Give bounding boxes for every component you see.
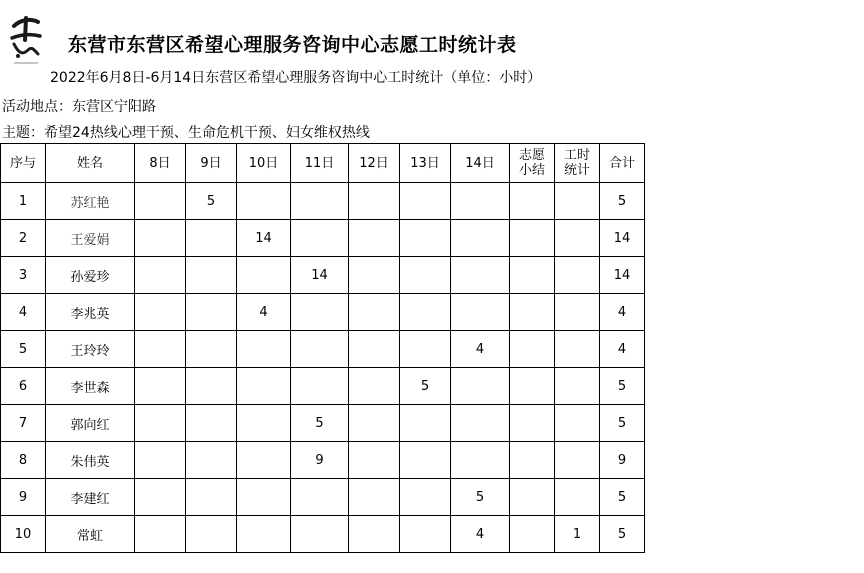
- hours-cell: [400, 294, 451, 331]
- hours-cell: 5: [600, 516, 645, 553]
- column-header-text: 13日: [410, 155, 440, 171]
- hours-cell: [555, 183, 600, 220]
- hours-cell: [237, 405, 291, 442]
- column-header: [349, 144, 400, 183]
- hours-cell: [135, 442, 186, 479]
- column-header-text: 志愿: [518, 148, 545, 163]
- table-row: [1, 331, 645, 368]
- activity-theme: 主题：希望24热线心理干预、生命危机干预、妇女维权热线: [2, 125, 370, 141]
- column-header: [510, 144, 555, 183]
- row-number: 9: [1, 479, 46, 516]
- hours-cell: [291, 331, 349, 368]
- table-row: [1, 368, 645, 405]
- column-header-text: 序与: [9, 155, 36, 171]
- hours-cell: [291, 220, 349, 257]
- hours-cell: [510, 331, 555, 368]
- hours-cell: [555, 331, 600, 368]
- column-header: [237, 144, 291, 183]
- hours-cell: 14: [600, 257, 645, 294]
- hours-cell: 9: [291, 442, 349, 479]
- hours-cell: [291, 294, 349, 331]
- row-number: 5: [1, 331, 46, 368]
- hours-cell: [400, 405, 451, 442]
- row-number: 10: [1, 516, 46, 553]
- table-row: [1, 220, 645, 257]
- page-subtitle: 2022年6月8日-6月14日东营区希望心理服务咨询中心工时统计（单位：小时）: [50, 70, 542, 86]
- table-row: [1, 294, 645, 331]
- row-number: 6: [1, 368, 46, 405]
- volunteer-name: 朱伟英: [46, 442, 135, 479]
- column-header-text: 10日: [248, 155, 279, 171]
- hours-cell: 14: [291, 257, 349, 294]
- hours-cell: [291, 479, 349, 516]
- column-header: [135, 144, 186, 183]
- row-number: 2: [1, 220, 46, 257]
- hours-cell: 5: [600, 405, 645, 442]
- hours-cell: [349, 405, 400, 442]
- hours-cell: [400, 220, 451, 257]
- hours-cell: 4: [237, 294, 291, 331]
- hours-cell: [186, 368, 237, 405]
- row-number: 7: [1, 405, 46, 442]
- volunteer-logo-icon: [8, 14, 44, 68]
- hours-cell: [451, 442, 510, 479]
- hours-cell: 14: [237, 220, 291, 257]
- hours-cell: [237, 479, 291, 516]
- activity-location: 活动地点：东营区宁阳路: [2, 99, 156, 115]
- hours-cell: [186, 479, 237, 516]
- column-header: [451, 144, 510, 183]
- hours-cell: 4: [451, 331, 510, 368]
- column-header-text: 11日: [304, 155, 335, 171]
- hours-cell: [510, 183, 555, 220]
- hours-cell: [349, 220, 400, 257]
- hours-cell: [237, 368, 291, 405]
- hours-cell: 4: [451, 516, 510, 553]
- hours-cell: 1: [555, 516, 600, 553]
- hours-cell: [135, 294, 186, 331]
- column-header: [400, 144, 451, 183]
- volunteer-name: 孙爱珍: [46, 257, 135, 294]
- row-number: 1: [1, 183, 46, 220]
- hours-cell: [135, 516, 186, 553]
- table-row: [1, 442, 645, 479]
- column-header: [186, 144, 237, 183]
- hours-cell: [186, 405, 237, 442]
- hours-cell: [291, 368, 349, 405]
- hours-cell: 4: [600, 294, 645, 331]
- hours-cell: [186, 294, 237, 331]
- hours-cell: [510, 442, 555, 479]
- hours-cell: [451, 294, 510, 331]
- table-row: [1, 516, 645, 553]
- volunteer-name: 李建红: [46, 479, 135, 516]
- hours-cell: [555, 405, 600, 442]
- hours-cell: [400, 331, 451, 368]
- column-header-text: 合计: [608, 155, 635, 171]
- column-header: [46, 144, 135, 183]
- page-title: 东营市东营区希望心理服务咨询中心志愿工时统计表: [68, 34, 517, 56]
- volunteer-name: 王爱娟: [46, 220, 135, 257]
- table-header-row: [1, 144, 645, 183]
- row-number: 3: [1, 257, 46, 294]
- hours-cell: [237, 516, 291, 553]
- hours-cell: [237, 331, 291, 368]
- column-header-text: 9日: [200, 155, 222, 171]
- hours-cell: [291, 183, 349, 220]
- hours-cell: 14: [600, 220, 645, 257]
- hours-cell: [451, 183, 510, 220]
- hours-cell: [400, 442, 451, 479]
- hours-cell: 5: [600, 479, 645, 516]
- volunteer-name: 李兆英: [46, 294, 135, 331]
- column-header-text: 姓名: [76, 155, 103, 171]
- hours-cell: [349, 257, 400, 294]
- hours-cell: [237, 257, 291, 294]
- hours-cell: 5: [186, 183, 237, 220]
- hours-cell: 4: [600, 331, 645, 368]
- table-row: [1, 257, 645, 294]
- hours-cell: [186, 220, 237, 257]
- hours-cell: [555, 220, 600, 257]
- column-header-text: 工时: [563, 148, 590, 163]
- hours-cell: [135, 257, 186, 294]
- hours-cell: [510, 257, 555, 294]
- hours-cell: [135, 368, 186, 405]
- table-row: [1, 479, 645, 516]
- hours-cell: [291, 516, 349, 553]
- hours-cell: [349, 442, 400, 479]
- hours-cell: [555, 257, 600, 294]
- column-header: [1, 144, 46, 183]
- column-header-text: 12日: [359, 155, 389, 171]
- hours-cell: [349, 368, 400, 405]
- column-header-text: 统计: [563, 163, 590, 178]
- hours-cell: [400, 479, 451, 516]
- hours-cell: [451, 220, 510, 257]
- volunteer-name: 苏红艳: [46, 183, 135, 220]
- hours-cell: [400, 257, 451, 294]
- column-header: [600, 144, 645, 183]
- hours-cell: [349, 183, 400, 220]
- table-row: [1, 183, 645, 220]
- hours-cell: [237, 442, 291, 479]
- column-header: [555, 144, 600, 183]
- table-row: [1, 405, 645, 442]
- hours-cell: [510, 368, 555, 405]
- hours-cell: [400, 183, 451, 220]
- hours-cell: [451, 405, 510, 442]
- hours-cell: [186, 516, 237, 553]
- hours-cell: 5: [451, 479, 510, 516]
- volunteer-name: 李世森: [46, 368, 135, 405]
- hours-cell: [555, 479, 600, 516]
- hours-cell: [555, 294, 600, 331]
- hours-cell: [135, 405, 186, 442]
- hours-cell: 5: [291, 405, 349, 442]
- row-number: 4: [1, 294, 46, 331]
- hours-cell: 5: [600, 368, 645, 405]
- hours-cell: [451, 257, 510, 294]
- column-header-text: 8日: [149, 155, 171, 171]
- hours-cell: [451, 368, 510, 405]
- volunteer-name: 常虹: [46, 516, 135, 553]
- hours-cell: [555, 368, 600, 405]
- volunteer-name: 王玲玲: [46, 331, 135, 368]
- hours-cell: [186, 257, 237, 294]
- column-header: [291, 144, 349, 183]
- hours-cell: [135, 331, 186, 368]
- hours-cell: [349, 294, 400, 331]
- hours-cell: [555, 442, 600, 479]
- row-number: 8: [1, 442, 46, 479]
- volunteer-name: 郭向红: [46, 405, 135, 442]
- hours-cell: [349, 331, 400, 368]
- hours-cell: [186, 331, 237, 368]
- hours-cell: [510, 405, 555, 442]
- hours-table: [0, 143, 645, 553]
- hours-cell: 9: [600, 442, 645, 479]
- hours-cell: [186, 442, 237, 479]
- hours-cell: [400, 516, 451, 553]
- hours-cell: [510, 479, 555, 516]
- hours-cell: [349, 516, 400, 553]
- column-header-text: 小结: [518, 163, 545, 178]
- hours-cell: [349, 479, 400, 516]
- hours-cell: [510, 516, 555, 553]
- column-header-text: 14日: [465, 155, 495, 171]
- hours-cell: [510, 294, 555, 331]
- hours-cell: [135, 220, 186, 257]
- hours-cell: 5: [600, 183, 645, 220]
- hours-cell: [510, 220, 555, 257]
- hours-cell: [237, 183, 291, 220]
- hours-cell: [135, 183, 186, 220]
- hours-cell: [135, 479, 186, 516]
- hours-cell: 5: [400, 368, 451, 405]
